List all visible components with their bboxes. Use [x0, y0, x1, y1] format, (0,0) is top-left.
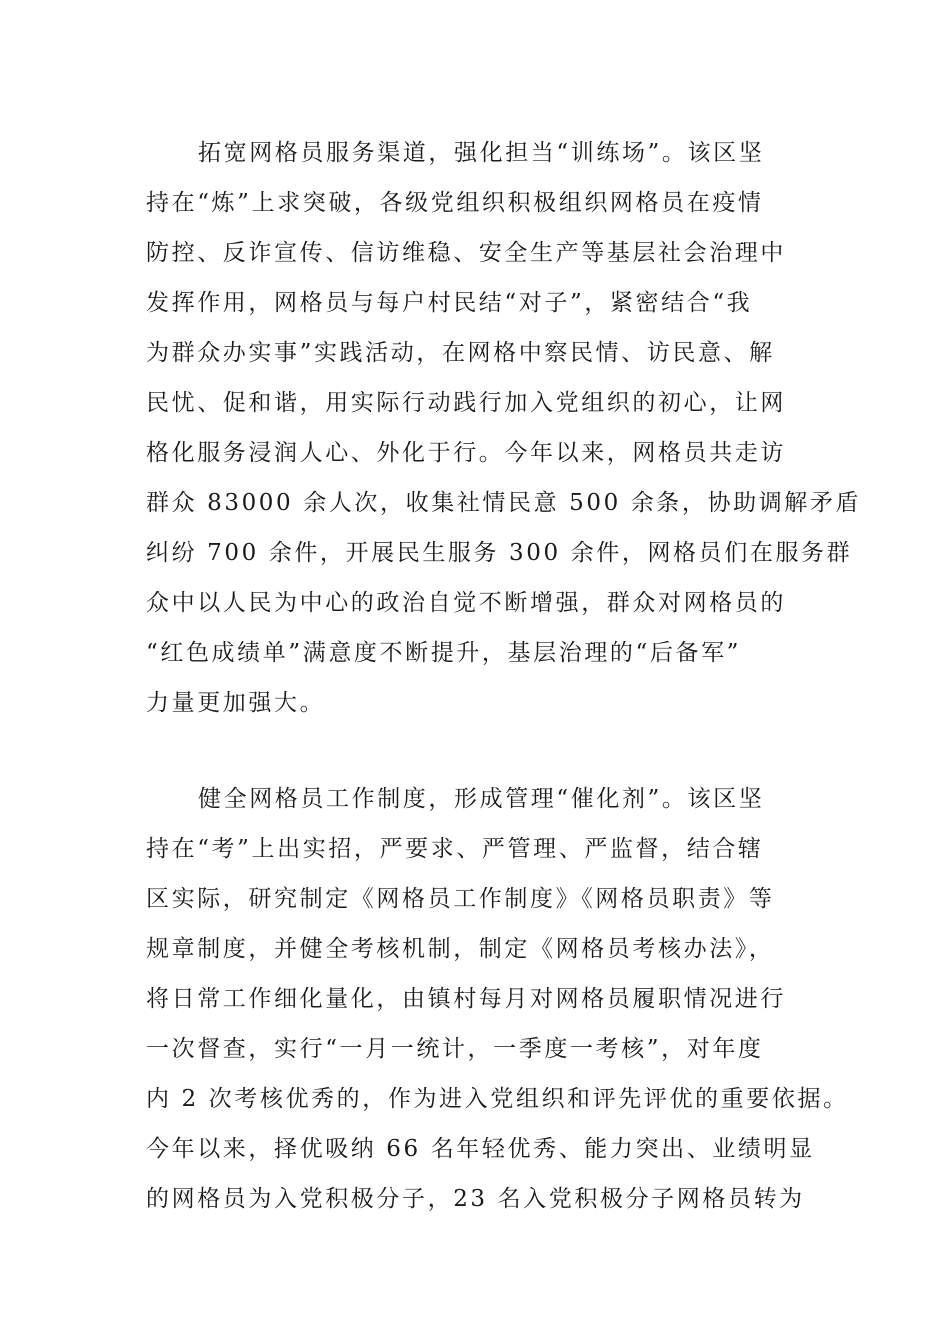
paragraph-line: 持在“炼”上求突破，各级党组织积极组织网格员在疫情: [146, 190, 764, 216]
paragraph-line: 今年以来，择优吸纳 66 名年轻优秀、能力突出、业绩明显: [146, 1136, 815, 1162]
paragraph-line: 格化服务浸润人心、外化于行。今年以来，网格员共走访: [146, 440, 786, 466]
paragraph-line: 区实际，研究制定《网格员工作制度》《网格员职责》等: [146, 886, 775, 912]
paragraph-line: 持在“考”上出实招，严要求、严管理、严监督，结合辖: [146, 836, 764, 862]
paragraph-line: 防控、反诈宣传、信访维稳、安全生产等基层社会治理中: [146, 240, 786, 266]
paragraph-line: 为群众办实事”实践活动，在网格中察民情、访民意、解: [146, 340, 775, 366]
paragraph-grid-worker-training: [146, 133, 862, 733]
paragraph-line: “红色成绩单”满意度不断提升，基层治理的“后备军”: [146, 640, 742, 666]
paragraph-line: 群众 83000 余人次，收集社情民意 500 余条，协助调解矛盾: [146, 490, 862, 516]
paragraph-line: 纠纷 700 余件，开展民生服务 300 余件，网格员们在服务群: [146, 540, 853, 566]
paragraph-grid-worker-system: [146, 779, 849, 1229]
paragraph-line: 健全网格员工作制度，形成管理“催化剂”。该区坚: [198, 786, 765, 812]
paragraph-line: 将日常工作细化量化，由镇村每月对网格员履职情况进行: [146, 986, 786, 1012]
paragraph-line: 众中以人民为中心的政治自觉不断增强，群众对网格员的: [146, 590, 786, 616]
paragraph-line: 一次督查，实行“一月一统计，一季度一考核”，对年度: [146, 1036, 764, 1062]
paragraph-line: 的网格员为入党积极分子，23 名入党积极分子网格员转为: [146, 1186, 805, 1212]
paragraph-line: 内 2 次考核优秀的，作为进入党组织和评先评优的重要依据。: [146, 1086, 849, 1112]
paragraph-line: 民忧、促和谐，用实际行动践行加入党组织的初心，让网: [146, 390, 786, 416]
paragraph-line: 规章制度，并健全考核机制，制定《网格员考核办法》，: [146, 936, 775, 962]
paragraph-line: 力量更加强大。: [146, 690, 326, 716]
paragraph-line: 拓宽网格员服务渠道，强化担当“训练场”。该区坚: [198, 140, 765, 166]
paragraph-line: 发挥作用，网格员与每户村民结“对子”，紧密结合“我: [146, 290, 753, 316]
